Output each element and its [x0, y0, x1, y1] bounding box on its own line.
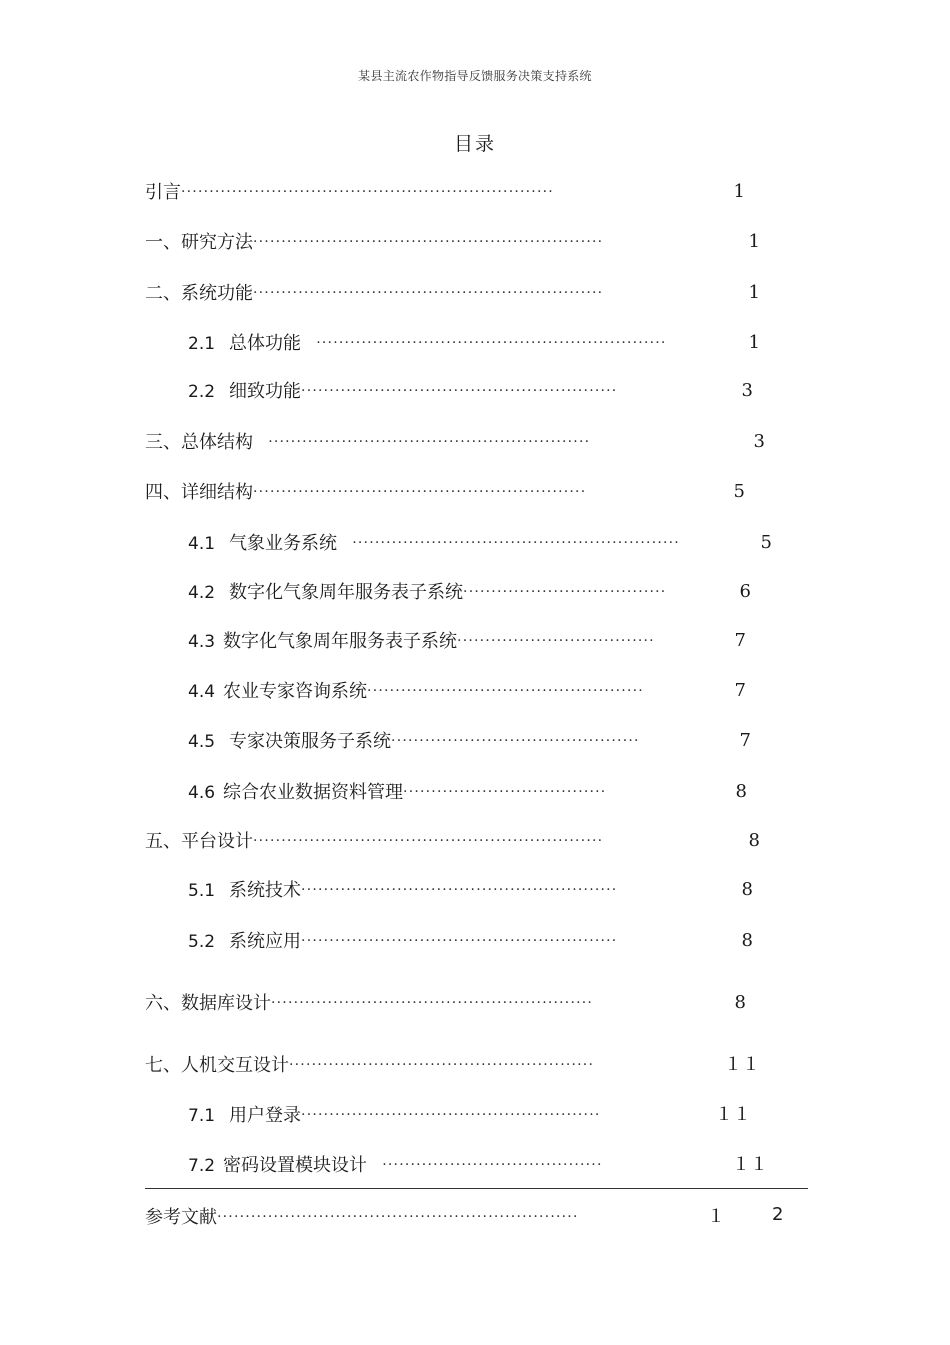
toc-entry-chapter-2[interactable] — [145, 281, 760, 306]
toc-leader: ·································································· — [181, 184, 554, 200]
toc-leader: ···································· — [463, 584, 667, 600]
toc-leader: ··························································· — [253, 484, 587, 500]
toc-entry-references[interactable] — [145, 1205, 725, 1230]
toc-section-number: 7.1 — [188, 1106, 216, 1126]
toc-leader: ····················································· — [301, 1107, 601, 1123]
toc-page-number: 3 — [753, 431, 765, 452]
toc-leader: ················································· — [367, 683, 644, 699]
toc-page-number: 5 — [733, 481, 745, 502]
toc-leader: ························································ — [301, 383, 618, 399]
toc-leader: ······························································ — [253, 285, 604, 301]
toc-entry-label: 总体功能 — [229, 333, 302, 354]
toc-leader: ···································· — [403, 784, 607, 800]
toc-entry-label: 参考文献 — [145, 1207, 217, 1228]
toc-page-number: １１ — [732, 1154, 768, 1175]
toc-page-number: 7 — [739, 730, 751, 751]
toc-entry-label: 数字化气象周年服务表子系统 — [229, 582, 464, 603]
toc-leader: ························································ — [301, 882, 618, 898]
toc-entry-chapter-3[interactable] — [145, 430, 765, 455]
toc-leader: ······························································ — [301, 335, 667, 351]
toc-entry-intro[interactable] — [145, 180, 745, 205]
toc-page-number: 1 — [748, 332, 760, 353]
toc-entry-label: 五、平台设计 — [145, 831, 253, 852]
toc-entry-4-6[interactable] — [188, 780, 747, 805]
toc-entry-chapter-6[interactable] — [145, 991, 746, 1016]
toc-entry-chapter-4[interactable] — [145, 480, 745, 505]
toc-page-number: 8 — [741, 930, 753, 951]
toc-entry-chapter-7[interactable] — [145, 1053, 760, 1078]
toc-title: 目录 — [453, 133, 496, 155]
toc-section-number: 2.1 — [188, 334, 216, 354]
toc-entry-label: 二、系统功能 — [145, 283, 253, 304]
toc-page-number: 1 — [748, 231, 760, 252]
toc-entry-label: 密码设置模块设计 — [223, 1155, 368, 1176]
toc-leader: ························································ — [301, 933, 618, 949]
toc-entry-7-2[interactable] — [188, 1153, 768, 1178]
toc-page-number: 1 — [748, 282, 760, 303]
toc-page-number: １１ — [715, 1104, 751, 1125]
page-number: 2 — [772, 1204, 784, 1225]
running-header: 某县主流农作物指导反馈服务决策支持系统 — [358, 69, 592, 83]
toc-entry-label: 专家决策服务子系统 — [229, 731, 392, 752]
toc-leader: ······························································ — [253, 833, 604, 849]
toc-page-number: 1 — [733, 181, 745, 202]
toc-entry-label: 系统应用 — [229, 931, 302, 952]
toc-page-number: 8 — [734, 992, 746, 1013]
toc-page-number: 6 — [739, 581, 751, 602]
toc-section-number: 4.1 — [188, 534, 216, 554]
toc-entry-label: 数字化气象周年服务表子系统 — [223, 631, 458, 652]
toc-section-number: 4.4 — [188, 682, 216, 702]
toc-entry-label: 三、总体结构 — [145, 432, 253, 453]
toc-section-number: 2.2 — [188, 382, 216, 402]
toc-section-number: 5.2 — [188, 932, 216, 952]
toc-entry-chapter-1[interactable] — [145, 230, 760, 255]
toc-page-number: １１ — [724, 1054, 760, 1075]
footer-rule — [145, 1188, 808, 1189]
toc-entry-2-2[interactable] — [188, 379, 753, 404]
toc-entry-7-1[interactable] — [188, 1103, 751, 1128]
toc-section-number: 5.1 — [188, 881, 216, 901]
toc-entry-chapter-5[interactable] — [145, 829, 760, 854]
toc-entry-label: 四、详细结构 — [145, 482, 253, 503]
toc-leader: ······················································ — [289, 1057, 595, 1073]
toc-entry-label: 综合农业数据资料管理 — [223, 782, 404, 803]
toc-section-number: 4.3 — [188, 632, 216, 652]
toc-leader: ························································· — [253, 434, 591, 450]
toc-entry-label: 引言 — [145, 182, 181, 203]
toc-entry-4-4[interactable] — [188, 679, 746, 704]
toc-page-number: 7 — [734, 680, 746, 701]
toc-section-number: 4.6 — [188, 783, 216, 803]
toc-entry-label: 用户登录 — [229, 1105, 302, 1126]
toc-section-number: 4.2 — [188, 583, 216, 603]
toc-page-number: 8 — [741, 879, 753, 900]
toc-entry-label: 气象业务系统 — [229, 533, 338, 554]
toc-entry-label: 农业专家咨询系统 — [223, 681, 368, 702]
toc-page-number: 5 — [760, 532, 772, 553]
toc-leader: ······························································ — [253, 234, 604, 250]
toc-leader: ············································ — [391, 733, 640, 749]
toc-entry-4-5[interactable] — [188, 729, 751, 754]
toc-entry-4-2[interactable] — [188, 580, 751, 605]
toc-leader: ·························································· — [337, 535, 680, 551]
toc-entry-4-3[interactable] — [188, 629, 746, 654]
toc-page-number: 7 — [734, 630, 746, 651]
toc-entry-label: 系统技术 — [229, 880, 302, 901]
toc-entry-label: 六、数据库设计 — [145, 993, 271, 1014]
toc-entry-label: 细致功能 — [229, 381, 302, 402]
toc-page-number: 3 — [741, 380, 753, 401]
toc-entry-5-2[interactable] — [188, 929, 753, 954]
toc-page-number: 8 — [748, 830, 760, 851]
toc-page-number: 8 — [735, 781, 747, 802]
toc-entry-2-1[interactable] — [188, 331, 760, 356]
toc-leader: ··································· — [457, 633, 655, 649]
toc-entry-5-1[interactable] — [188, 878, 753, 903]
toc-section-number: 7.2 — [188, 1156, 216, 1176]
toc-entry-label: 一、研究方法 — [145, 232, 253, 253]
toc-leader: ································································ — [217, 1209, 579, 1225]
toc-leader: ······································· — [367, 1157, 603, 1173]
toc-entry-4-1[interactable] — [188, 531, 772, 556]
toc-leader: ························································· — [271, 995, 594, 1011]
toc-page-number: １ — [707, 1206, 725, 1227]
toc-section-number: 4.5 — [188, 732, 216, 752]
toc-entry-label: 七、人机交互设计 — [145, 1055, 289, 1076]
